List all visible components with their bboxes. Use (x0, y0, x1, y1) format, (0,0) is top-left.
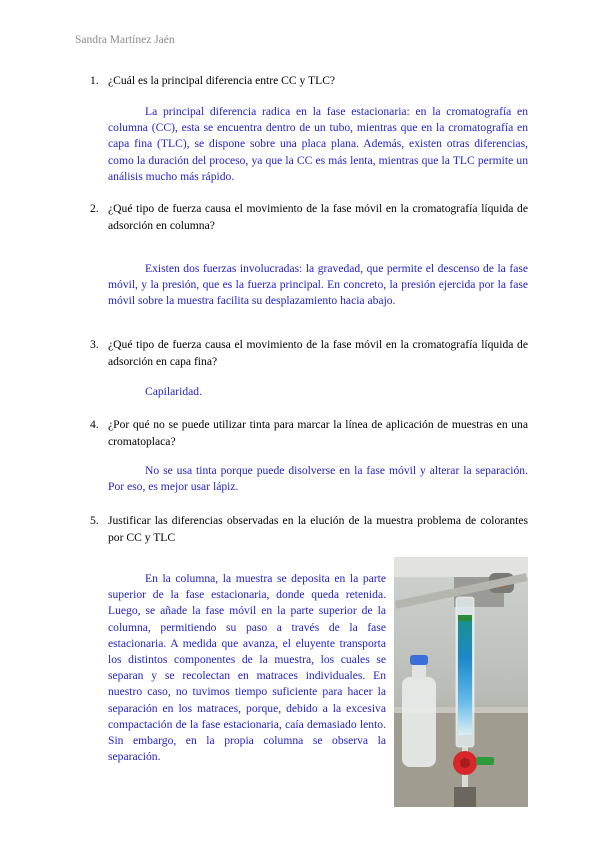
answer-5: En la columna, la muestra se deposita en la parte superior de la fase estacionaria, donde queda retenida. Luego, se añade la fase móvil en la parte superior de la columna, permitiendo su paso a través de la fase estacionaria. A medida que avanza, el eluyente transporta los distintos componentes de la muestra, los cuales se separan y se recolectan en matraces individuales. En nuestro caso, no tuvimos tiempo suficiente para hacer la separación en los matraces, porque, debido a la excesiva compactación de la fase estacionaria, caía demasiado lento. Sin embargo, en la propia columna se observa la separación. (108, 572, 386, 764)
question-number: 1. (90, 74, 99, 87)
question-2 (90, 200, 528, 234)
question-text: Justificar las diferencias observadas en la elución de la muestra problema de colorantes por CC y TLC (108, 514, 528, 544)
page-header-author: Sandra Martínez Jaén (75, 34, 175, 46)
question-number: 5. (90, 514, 99, 527)
question-number: 3. (90, 338, 99, 351)
question-number: 4. (90, 418, 99, 431)
answer-2: Existen dos fuerzas involucradas: la gravedad, que permite el descenso de la fase móvil, y la presión, que es la fuerza principal. En concreto, la presión ejercida por la fase móvil sobre la muestra facilita su desplazamiento hacia abajo. (108, 262, 528, 308)
chromatography-column-photo (394, 557, 528, 807)
question-4 (90, 416, 528, 450)
question-5 (90, 512, 528, 546)
question-text: ¿Qué tipo de fuerza causa el movimiento de la fase móvil en la cromatografía líquida de adsorción en capa fina? (108, 338, 528, 368)
question-text: ¿Qué tipo de fuerza causa el movimiento de la fase móvil en la cromatografía líquida de adsorción en columna? (108, 202, 528, 232)
question-number: 2. (90, 202, 99, 215)
answer-1: La principal diferencia radica en la fase estacionaria: en la cromatografía en columna (CC), esta se encuentra dentro de un tubo, mientras que en la cromatografía en capa fina (TLC), se dispone sobre una placa plana. Además, existen otras diferencias, como la duración del proceso, ya que la CC es más lenta, mientras que la TLC permite un análisis mucho más rápido. (108, 105, 528, 183)
answer-4: No se usa tinta porque puede disolverse en la fase móvil y alterar la separación. Por eso, es mejor usar lápiz. (108, 464, 528, 494)
question-text: ¿Por qué no se puede utilizar tinta para marcar la línea de aplicación de muestras en una cromatoplaca? (108, 418, 528, 448)
answer-3: Capilaridad. (145, 385, 202, 398)
question-text: ¿Cuál es la principal diferencia entre CC y TLC? (108, 74, 336, 87)
question-3 (90, 336, 528, 370)
question-1 (90, 72, 528, 89)
